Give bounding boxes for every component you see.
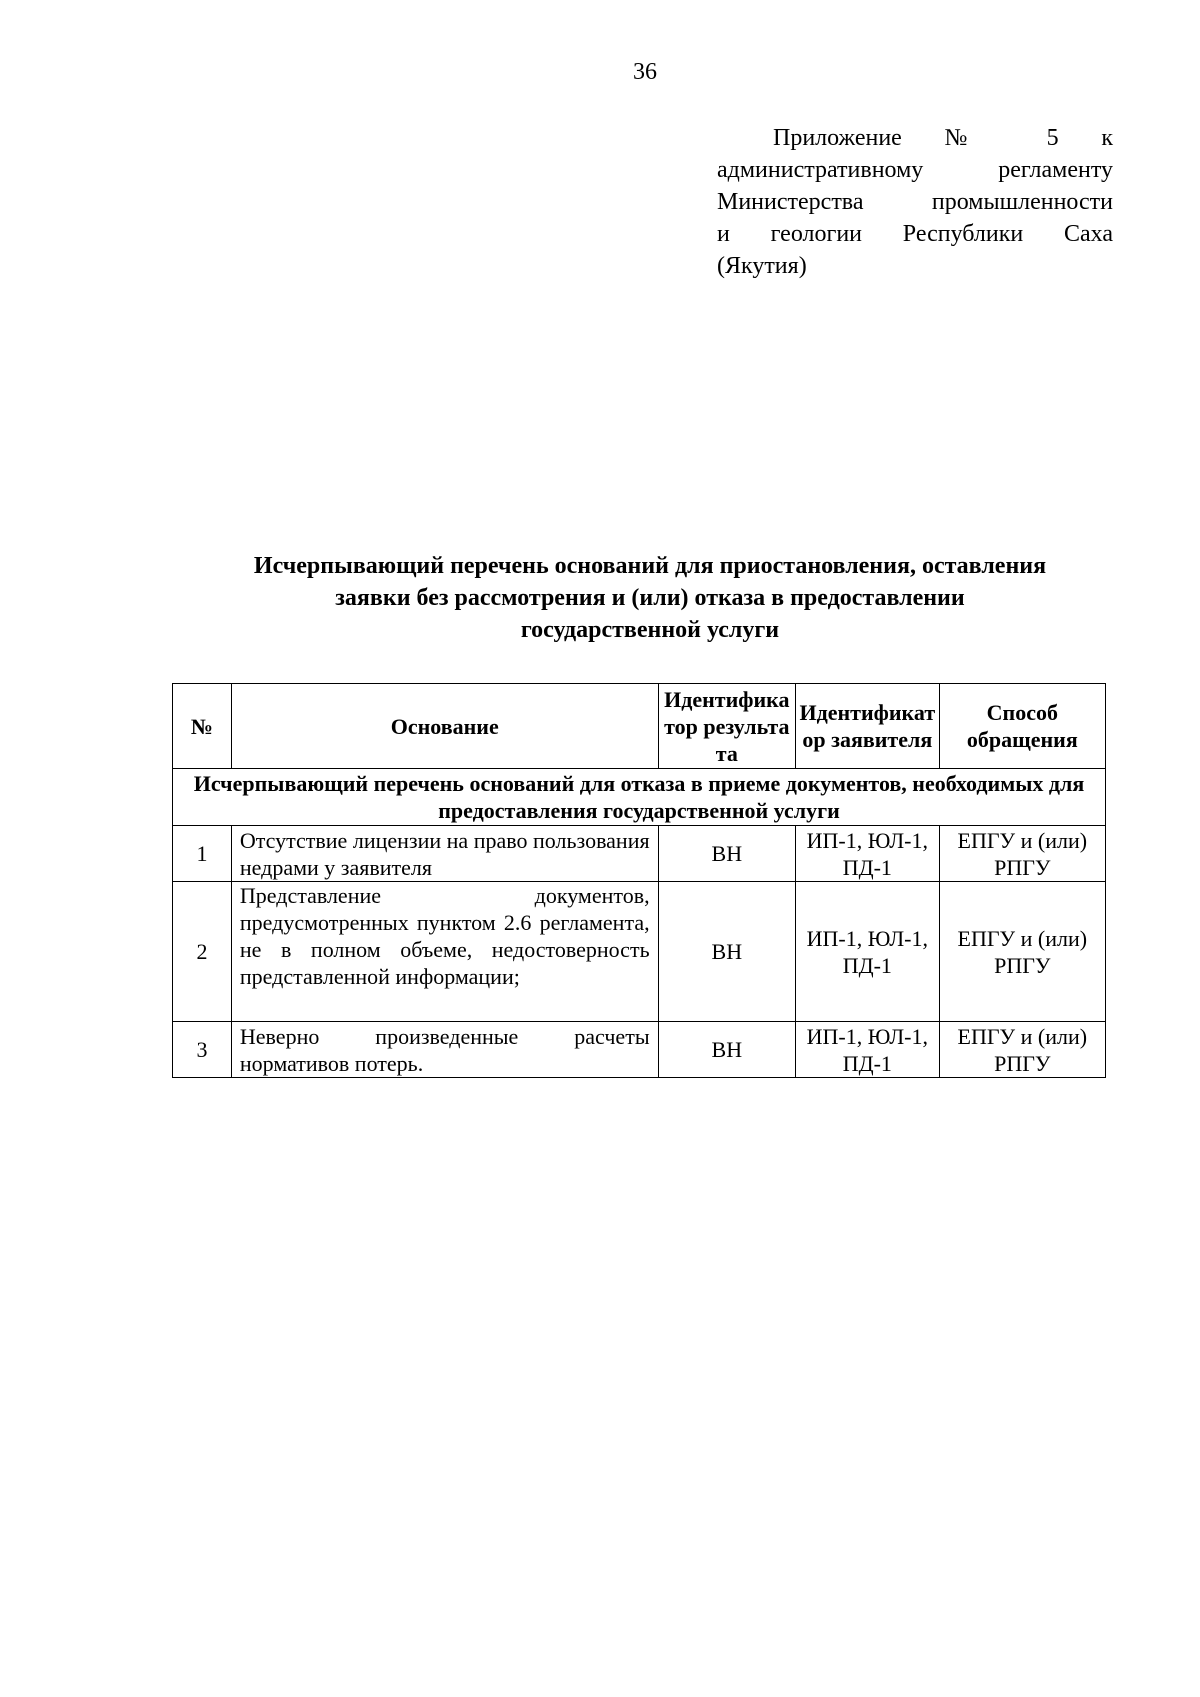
appendix-note — [717, 122, 1113, 282]
row-3-basis: Неверно произведенные расчеты нормативов потерь. — [231, 1022, 658, 1078]
row-1-result-id: ВН — [658, 826, 795, 882]
appendix-line-3: Министерства промышленности — [717, 189, 1113, 215]
document-title — [150, 550, 1150, 646]
header-num: № — [173, 684, 232, 769]
row-2-method: ЕПГУ и (или) РПГУ — [939, 882, 1105, 1022]
table-row — [173, 882, 1106, 1022]
row-1-num: 1 — [173, 826, 232, 882]
table-header-row — [173, 684, 1106, 769]
appendix-line-2: административному регламенту — [717, 157, 1113, 183]
row-2-num: 2 — [173, 882, 232, 1022]
section-title: Исчерпывающий перечень оснований для отказа в приеме документов, необходимых для предоставления государственной услуги — [173, 769, 1106, 826]
row-3-num: 3 — [173, 1022, 232, 1078]
page-number: 36 — [633, 59, 657, 85]
header-result-id: Идентификатор результата — [658, 684, 795, 769]
title-line-2: заявки без рассмотрения и (или) отказа в предоставлении — [335, 585, 965, 611]
table-row — [173, 826, 1106, 882]
table-row — [173, 1022, 1106, 1078]
row-2-basis: Представление документов, предусмотренных пунктом 2.6 регламента, не в полном объеме, недостоверность представленной информации; — [231, 882, 658, 1022]
row-2-result-id: ВН — [658, 882, 795, 1022]
section-row — [173, 769, 1106, 826]
header-basis: Основание — [231, 684, 658, 769]
header-method: Способ обращения — [939, 684, 1105, 769]
title-line-1: Исчерпывающий перечень оснований для приостановления, оставления — [253, 553, 1047, 579]
row-3-result-id: ВН — [658, 1022, 795, 1078]
row-2-applicant-id: ИП-1, ЮЛ-1, ПД-1 — [796, 882, 940, 1022]
appendix-line-5: (Якутия) — [717, 253, 807, 279]
row-1-applicant-id: ИП-1, ЮЛ-1, ПД-1 — [796, 826, 940, 882]
row-3-applicant-id: ИП-1, ЮЛ-1, ПД-1 — [796, 1022, 940, 1078]
row-1-basis: Отсутствие лицензии на право пользования недрами у заявителя — [231, 826, 658, 882]
row-3-method: ЕПГУ и (или) РПГУ — [939, 1022, 1105, 1078]
header-applicant-id: Идентификатор заявителя — [796, 684, 940, 769]
appendix-line-1: Приложение № 5 к — [773, 125, 1113, 151]
title-line-3: государственной услуги — [520, 617, 780, 643]
grounds-table — [172, 683, 1106, 1078]
appendix-line-4: и геологии Республики Саха — [717, 221, 1113, 247]
row-1-method: ЕПГУ и (или) РПГУ — [939, 826, 1105, 882]
